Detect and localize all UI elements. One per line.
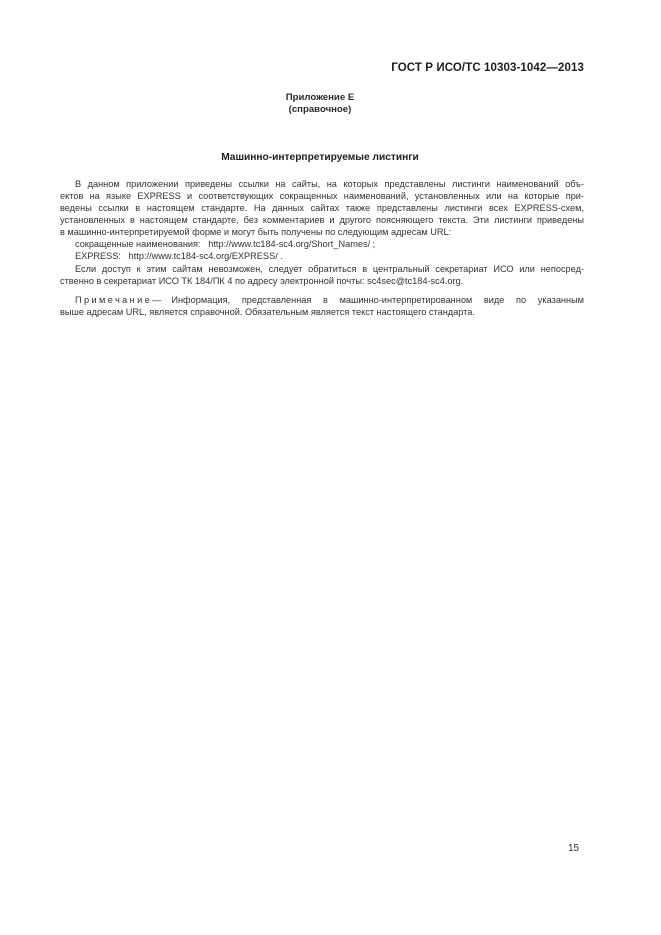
express-link[interactable]: http://www.tc184-sc4.org/EXPRESS/ xyxy=(128,251,278,261)
appendix-heading xyxy=(0,92,640,116)
note-dash: — xyxy=(152,295,162,305)
paragraph-line: ектов на языке EXPRESS и соответствующих сокращенных наименований, установленных или на которые при- xyxy=(60,191,584,201)
url-suffix: ; xyxy=(370,239,376,249)
note-line-2: выше адресам URL, является справочной. Обязательным является текст настоящего стандарта. xyxy=(60,307,475,317)
url-suffix: . xyxy=(277,251,283,261)
appendix-type: (справочное) xyxy=(288,104,352,115)
note-label: Примечание xyxy=(75,295,153,305)
url-label: EXPRESS: xyxy=(75,251,121,261)
standard-code-header: ГОСТ Р ИСО/ТС 10303-1042—2013 xyxy=(391,62,584,74)
section-title: Машинно-интерпретируемые листинги xyxy=(221,152,419,163)
paragraph-line: в машинно-интерпретируемой форме и могут быть получены по следующим адресам URL: xyxy=(60,227,452,237)
paragraph-line: ведены ссылки в настоящем стандарте. На данных сайтах также представлены листинги всех EXPRESS-схем, xyxy=(60,203,584,213)
url-line-short-names xyxy=(75,238,584,250)
paragraph-line: В данном приложении приведены ссылки на сайты, на которых представлены листинги наименований объ- xyxy=(75,179,584,189)
paragraph-line: установленных в настоящем стандарте, без комментариев и другого поясняющего текста. Эти листинги приведены xyxy=(60,215,584,225)
access-line: Если доступ к этим сайтам невозможен, следует обратиться в центральный секретариат ИСО или непосред- xyxy=(75,264,584,274)
url-line-express xyxy=(75,250,584,262)
short-names-link[interactable]: http://www.tc184-sc4.org/Short_Names/ xyxy=(208,239,371,249)
note-text: Информация, представленная в машинно-интерпретированном виде по указанным xyxy=(171,295,584,305)
page-number: 15 xyxy=(568,843,580,854)
access-line: ственно в секретариат ИСО ТК 184/ПК 4 по адресу электронной почты: sc4sec@tc184-sc4.org. xyxy=(60,276,464,286)
appendix-label: Приложение Е xyxy=(285,92,355,103)
note-line-1 xyxy=(75,294,584,306)
url-label: сокращенные наименования: xyxy=(75,239,201,249)
